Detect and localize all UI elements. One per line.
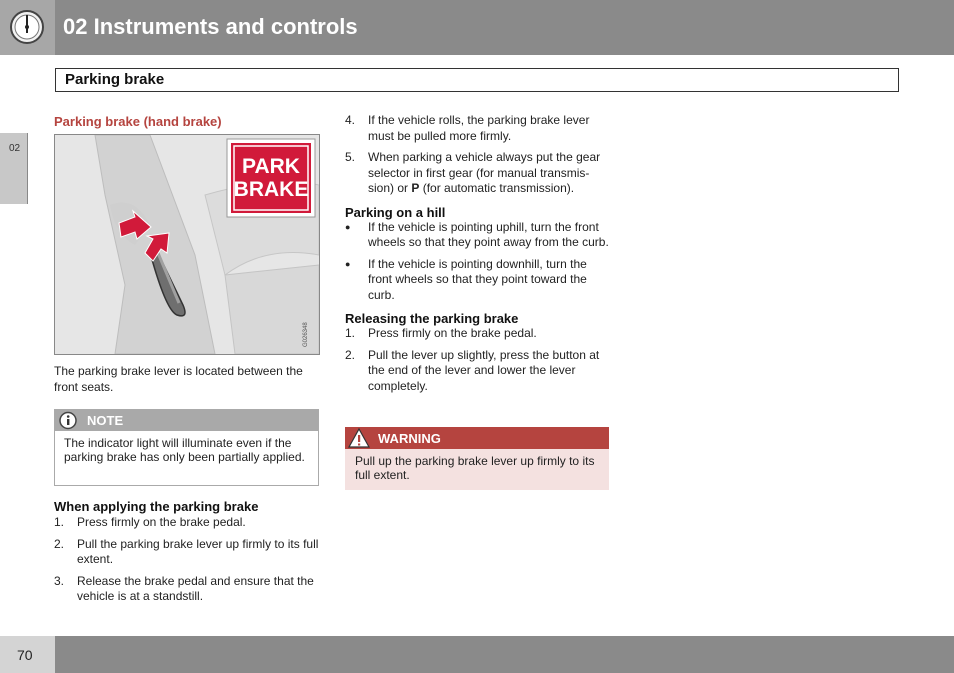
left-column	[54, 114, 318, 129]
releasing-steps	[345, 326, 610, 394]
page-number-box	[0, 636, 55, 673]
page-footer	[55, 636, 954, 673]
list-item: 4. If the vehicle rolls, the parking brake lever must be pulled more firmly.	[345, 113, 590, 143]
applying-steps	[54, 515, 320, 605]
list-item: 1. Press firmly on the brake pedal.	[54, 515, 246, 529]
list-item: ● If the vehicle is pointing downhill, turn the front wheels so that they point toward the curb.	[345, 256, 587, 302]
warning-box	[345, 427, 609, 490]
hill-heading: Parking on a hill	[345, 204, 446, 220]
hill-bullets	[345, 220, 610, 304]
figure-caption: The parking brake lever is located between the front seats.	[54, 364, 303, 394]
warning-header	[345, 427, 609, 449]
list-item: 2. Pull the lever up slightly, press the button at the end of the lever and lower the lever completely.	[345, 347, 600, 393]
note-box	[54, 409, 319, 486]
parking-brake-illustration	[54, 134, 320, 355]
releasing-heading: Releasing the parking brake	[345, 311, 519, 326]
side-tab-label: 02	[9, 143, 21, 154]
applying-section	[54, 499, 320, 611]
chapter-side-tab[interactable]	[0, 133, 28, 204]
section-bar	[55, 68, 899, 92]
list-item: 3. Release the brake pedal and ensure that the vehicle is at a standstill.	[54, 573, 314, 603]
info-icon	[58, 410, 80, 431]
gauge-icon	[0, 0, 55, 55]
warning-label: WARNING	[378, 431, 441, 446]
warning-text: Pull up the parking brake lever up firmly to its full extent.	[355, 454, 595, 482]
list-item: 2. Pull the parking brake lever up firmly to its full extent.	[54, 536, 319, 566]
applying-steps-continued	[345, 113, 610, 197]
note-text: The indicator light will illuminate even if the parking brake has only been partially applied.	[64, 436, 305, 464]
park-sign-line1: PARK	[242, 155, 300, 178]
section-title: Parking brake	[65, 71, 165, 88]
applying-heading: When applying the parking brake	[54, 499, 259, 514]
list-item: 1. Press firmly on the brake pedal.	[345, 326, 537, 340]
chapter-title: 02 Instruments and controls	[63, 14, 358, 39]
chapter-icon-box	[0, 0, 55, 55]
subsection-title: Parking brake (hand brake)	[54, 114, 222, 129]
note-header	[55, 410, 318, 431]
park-sign-line2: BRAKE	[233, 178, 309, 201]
right-column	[345, 113, 610, 400]
list-item: ● If the vehicle is pointing uphill, turn the front wheels so that they point away from the curb.	[345, 219, 609, 249]
note-label: NOTE	[87, 413, 124, 428]
list-item: 5. When parking a vehicle always put the gear selector in first gear (for manual transmis-sion) or P (for automatic transmission).	[345, 150, 601, 195]
page-number: 70	[17, 647, 33, 663]
warning-triangle-icon	[347, 427, 371, 449]
figure-code: G026348	[303, 322, 309, 347]
parking-brake-drawing	[55, 135, 319, 354]
